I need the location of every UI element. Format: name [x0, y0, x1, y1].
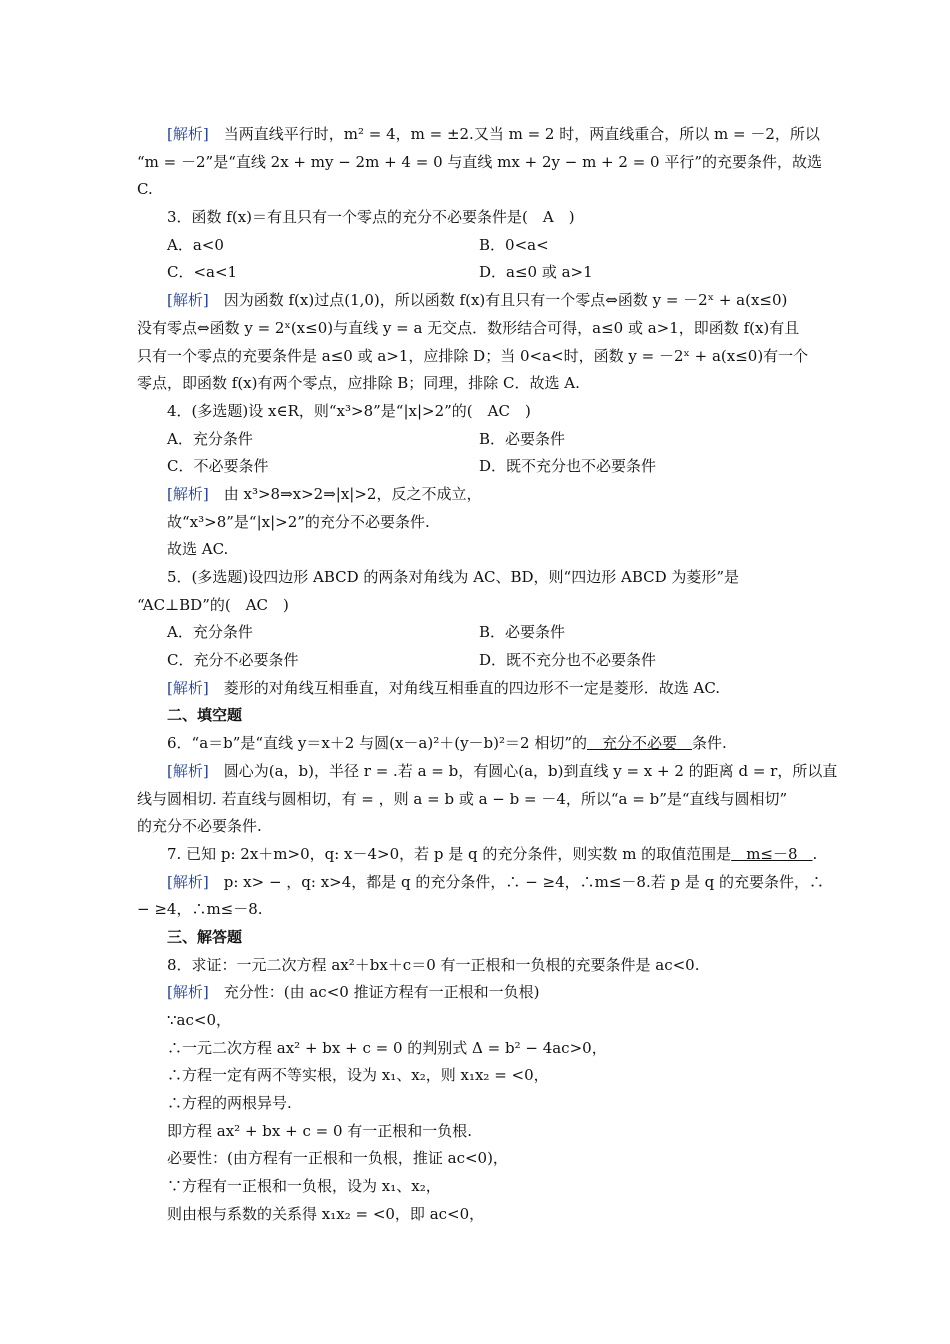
paragraph-line: [137, 204, 815, 232]
paragraph-line: [137, 952, 815, 980]
analysis-tag: [解析]: [167, 125, 209, 143]
paragraph-line: [137, 1062, 815, 1090]
line-text: 必要性：(由方程有一正根和一负根，推证 ac<0)，: [167, 1149, 508, 1168]
paragraph-line: [137, 1090, 815, 1118]
line-text: ∵ac<0，: [167, 1011, 231, 1029]
analysis-text: 由 x³>8⇒x>2⇒|x|>2，反之不成立，: [223, 484, 482, 503]
paragraph-line: [137, 1173, 815, 1201]
option-row: [137, 259, 815, 287]
line-text: − ≥4，∴m≤－8.: [137, 900, 263, 919]
continuation-line: [137, 813, 815, 841]
continuation-line: [137, 592, 815, 620]
analysis-line: [137, 869, 825, 897]
option-row: [137, 426, 815, 454]
analysis-text: 因为函数 f(x)过点(1,0)，所以函数 f(x)有且只有一个零点⇔函数 y = －2ˣ + a(x≤0): [223, 291, 788, 310]
line-text: 故选 AC.: [167, 540, 229, 559]
option-left: A．充分条件: [167, 429, 253, 448]
answer-blank: 充分不必要: [587, 734, 693, 753]
option-right: B．0<a<: [479, 235, 549, 254]
paragraph-line: [137, 1201, 815, 1229]
analysis-tag: [解析]: [167, 291, 209, 310]
line-text: 8．求证：一元二次方程 ax²＋bx＋c＝0 有一正根和一负根的充要条件是 ac<0.: [167, 955, 700, 974]
question-tail: .: [812, 844, 818, 863]
line-text: 3．函数 f(x)＝有且只有一个零点的充分不必要条件是( A ): [167, 208, 575, 227]
question-text: 6．“a＝b”是“直线 y＝x＋2 与圆(x－a)²＋(y－b)²＝2 相切”的: [167, 734, 588, 753]
option-right: D．既不充分也不必要条件: [479, 651, 657, 670]
paragraph-line: [137, 564, 815, 592]
line-text: ∴一元二次方程 ax² + bx + c = 0 的判别式 Δ = b² − 4ac>0，: [167, 1038, 607, 1057]
line-text: 只有一个零点的充要条件是 a≤0 或 a>1，应排除 D；当 0<a<时，函数 y = －2ˣ + a(x≤0)有一个: [137, 346, 809, 365]
line-text: 的充分不必要条件.: [137, 817, 262, 836]
line-text: 没有零点⇔函数 y = 2ˣ(x≤0)与直线 y = a 无交点．数形结合可得，a≤0 或 a>1，即函数 f(x)有且: [137, 318, 800, 337]
question-tail: 条件.: [692, 734, 727, 753]
line-text: 4．(多选题)设 x∈R，则“x³>8”是“|x|>2”的( AC ): [167, 401, 531, 420]
section-heading-text: 二、填空题: [167, 706, 243, 725]
answer-blank: m≤－8: [731, 844, 813, 863]
analysis-text: 充分性：(由 ac<0 推证方程有一正根和一负根): [223, 983, 540, 1002]
analysis-tag: [解析]: [167, 872, 209, 891]
line-text: 线与圆相切. 若直线与圆相切，有 = ，则 a = b 或 a − b = －4，所以“a = b”是“直线与圆相切”: [137, 789, 788, 808]
continuation-line: [137, 149, 823, 177]
continuation-line: [137, 786, 815, 814]
paragraph-line: [137, 536, 815, 564]
analysis-line: [137, 121, 820, 149]
option-right: B．必要条件: [479, 623, 566, 642]
section-heading: [137, 924, 815, 952]
line-text: “AC⊥BD”的( AC ): [137, 595, 289, 614]
option-left: C．充分不必要条件: [167, 651, 299, 670]
line-text: 则由根与系数的关系得 x₁x₂ = <0，即 ac<0，: [167, 1204, 485, 1223]
option-row: [137, 453, 815, 481]
line-text: C.: [137, 180, 153, 199]
paragraph-line: [137, 1007, 815, 1035]
option-right: B．必要条件: [479, 429, 566, 448]
continuation-line: [137, 370, 815, 398]
section-heading-text: 三、解答题: [167, 927, 243, 946]
analysis-line: [137, 675, 815, 703]
analysis-text: 当两直线平行时，m² = 4，m = ±2.又当 m = 2 时，两直线重合，所以 m = －2，所以: [223, 125, 820, 143]
option-left: A．充分条件: [167, 623, 253, 642]
option-row: [137, 647, 815, 675]
line-text: “m = －2”是“直线 2x + my − 2m + 4 = 0 与直线 mx + 2y − m + 2 = 0 平行”的充要条件，故选: [137, 152, 823, 171]
option-right: D．既不充分也不必要条件: [479, 457, 657, 476]
question-text: 7. 已知 p: 2x＋m>0，q: x－4>0，若 p 是 q 的充分条件，则实数 m 的取值范围是: [167, 844, 732, 863]
analysis-tag: [解析]: [167, 983, 209, 1002]
analysis-line: [137, 287, 815, 315]
fill-blank-question: [137, 841, 818, 869]
line-text: 零点，即函数 f(x)有两个零点，应排除 B；同理，排除 C．故选 A.: [137, 374, 580, 393]
line-text: ∴方程的两根异号.: [167, 1094, 292, 1113]
line-text: ∵方程有一正根和一负根，设为 x₁、x₂，: [167, 1177, 441, 1196]
line-text: 5．(多选题)设四边形 ABCD 的两条对角线为 AC、BD，则“四边形 ABCD 为菱形”是: [167, 568, 740, 586]
continuation-line: [137, 343, 815, 371]
analysis-text: 圆心为(a，b)，半径 r = .若 a = b，有圆心(a，b)到直线 y = x + 2 的距离 d = r，所以直: [223, 761, 838, 780]
paragraph-line: [137, 1145, 815, 1173]
line-text: ∴方程一定有两不等实根，设为 x₁、x₂，则 x₁x₂ = <0，: [167, 1066, 549, 1085]
analysis-line: [137, 979, 815, 1007]
fill-blank-question: [137, 730, 815, 758]
paragraph-line: [137, 1118, 815, 1146]
paragraph-line: [137, 509, 815, 537]
continuation-line: [137, 176, 815, 204]
paragraph-line: [137, 1035, 815, 1063]
option-left: A．a<0: [167, 235, 224, 254]
continuation-line: [137, 896, 815, 924]
option-left: C．<a<1: [167, 263, 238, 282]
option-left: C．不必要条件: [167, 457, 269, 476]
analysis-text: p: x> − ，q: x>4，都是 q 的充分条件，∴ − ≥4，∴m≤－8.若 p 是 q 的充要条件，∴: [223, 872, 825, 891]
line-text: 故“x³>8”是“|x|>2”的充分不必要条件.: [167, 512, 430, 531]
continuation-line: [137, 315, 815, 343]
analysis-tag: [解析]: [167, 761, 209, 780]
analysis-text: 菱形的对角线互相垂直，对角线互相垂直的四边形不一定是菱形．故选 AC.: [223, 678, 721, 697]
analysis-line: [137, 481, 815, 509]
analysis-tag: [解析]: [167, 484, 209, 503]
line-text: 即方程 ax² + bx + c = 0 有一正根和一负根.: [167, 1121, 473, 1140]
option-right: D．a≤0 或 a>1: [479, 263, 593, 282]
analysis-line: [137, 758, 838, 786]
section-heading: [137, 702, 815, 730]
option-row: [137, 232, 815, 260]
document-body: [137, 121, 838, 1229]
paragraph-line: [137, 398, 815, 426]
option-row: [137, 619, 815, 647]
analysis-tag: [解析]: [167, 678, 209, 697]
